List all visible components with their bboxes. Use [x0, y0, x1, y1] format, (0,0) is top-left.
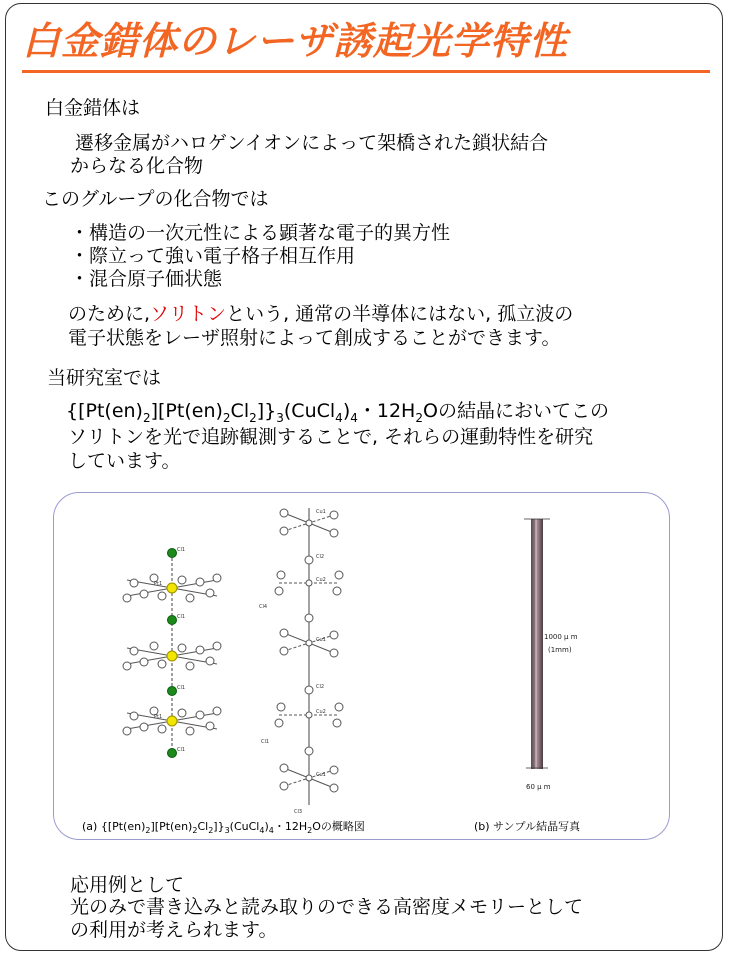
svg-text:Cu2: Cu2	[316, 577, 326, 583]
molecular-structure-cu	[275, 508, 343, 805]
application-line2: の利用が考えられます。	[70, 919, 278, 941]
figure-box	[53, 492, 670, 840]
svg-text:Cl2: Cl2	[316, 554, 325, 560]
application-heading: 応用例として	[70, 874, 185, 896]
intro-desc-line2: からなる化合物	[70, 155, 204, 177]
svg-text:Cu1: Cu1	[316, 509, 326, 515]
svg-text:Cl2: Cl2	[316, 684, 325, 690]
feature-item-3: ・混合原子価状態	[70, 268, 223, 290]
svg-text:Cu1: Cu1	[316, 637, 326, 643]
caption-b: (b) サンプル結晶写真	[474, 820, 581, 833]
svg-text:Cl1: Cl1	[177, 685, 186, 691]
features-line1: のために,ソリトンという, 通常の半導体にはない, 孤立波の	[68, 303, 574, 325]
svg-text:Cl3: Cl3	[294, 809, 303, 815]
page-title: 白金錯体のレーザ誘起光学特性	[22, 19, 569, 63]
features-line2: 電子状態をレーザ照射によって創成することができます。	[68, 327, 561, 349]
svg-text:Cu1: Cu1	[316, 772, 326, 778]
svg-text:Pt1: Pt1	[154, 581, 163, 587]
lab-line2: ソリトンを光で追跡観測することで, それらの運動特性を研究	[68, 426, 594, 448]
soliton-term: ソリトン	[150, 303, 227, 325]
length-label: 1000 μ m	[544, 633, 578, 641]
feature-item-1: ・構造の一次元性による顕著な電子的異方性	[70, 222, 451, 244]
svg-text:Cl1: Cl1	[261, 739, 270, 745]
application-line1: 光のみで書き込みと読み取りのできる高密度メモリーとして	[70, 896, 584, 918]
svg-text:Cl1: Cl1	[177, 614, 186, 620]
molecular-structure-pt	[123, 549, 221, 758]
length-label-mm: (1mm)	[548, 646, 572, 654]
features-heading: このグループの化合物では	[42, 188, 269, 210]
title-underline	[22, 70, 710, 73]
sample-crystal-photo	[524, 519, 550, 769]
svg-text:Pt1: Pt1	[154, 714, 163, 720]
svg-text:Cl4: Cl4	[259, 604, 268, 610]
svg-text:Cl1: Cl1	[177, 547, 186, 553]
svg-text:Cu2: Cu2	[316, 709, 326, 715]
figure-drawing	[54, 493, 668, 838]
caption-a: (a) $\{[Pt(en)_2][Pt(en)_2Cl_2]\}_3(CuCl_4)_4$・$12H_2O$の概略図	[82, 820, 365, 836]
lab-line1: $\{[Pt(en)_2][Pt(en)_2Cl_2]\}_3(CuCl_4)_4$・$12H_2O$の結晶においてこの	[66, 400, 609, 425]
width-label: 60 μ m	[526, 783, 551, 791]
lab-line3: しています。	[68, 450, 181, 472]
svg-text:Cl1: Cl1	[177, 747, 186, 753]
lab-heading: 当研究室では	[47, 367, 162, 389]
intro-desc-line1: 遷移金属がハロゲンイオンによって架橋された鎖状結合	[75, 132, 549, 154]
feature-item-2: ・際立って強い電子格子相互作用	[70, 245, 356, 267]
intro-heading: 白金錯体は	[45, 97, 141, 119]
